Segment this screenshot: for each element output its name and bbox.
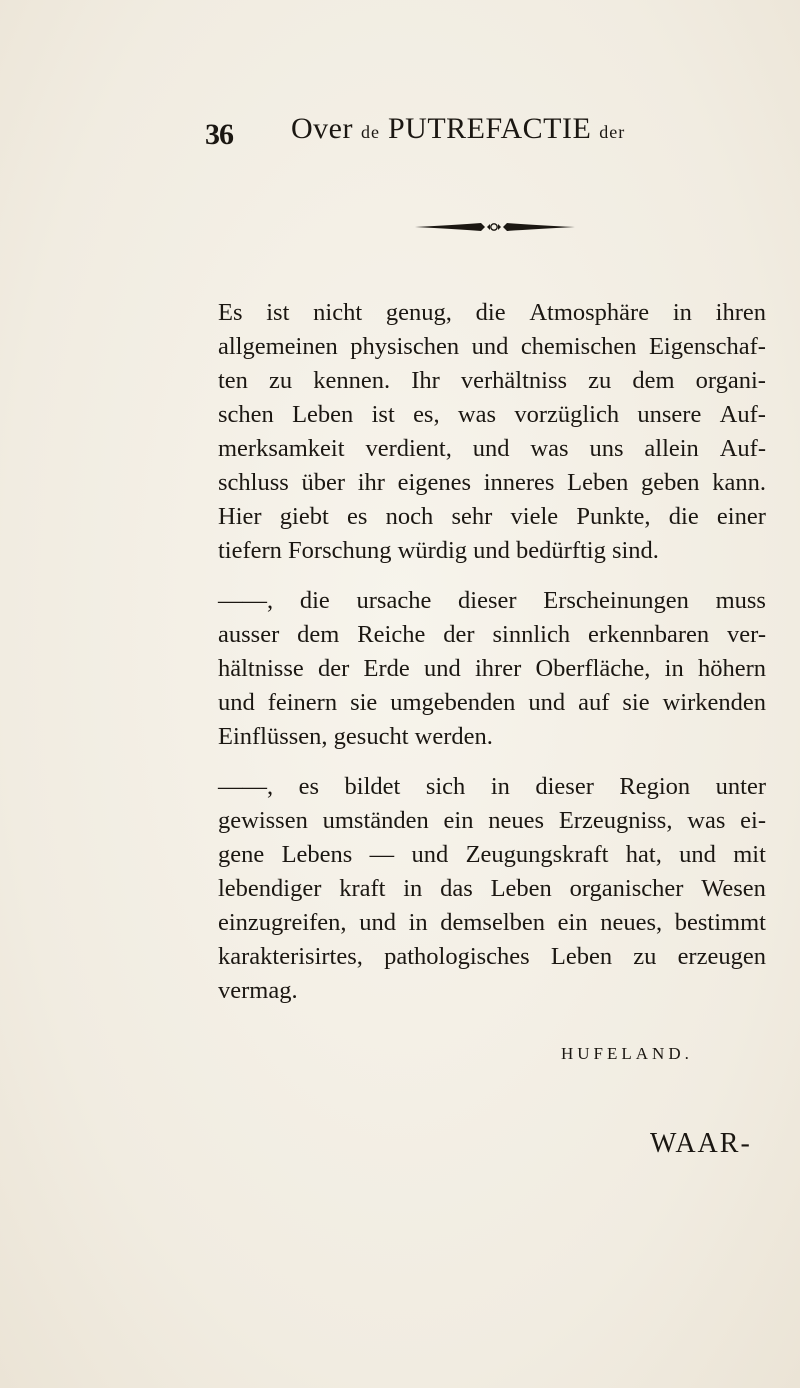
title-suffix: der <box>599 122 626 142</box>
text-line: schen Leben ist es, was vorzüglich unsere Auf- <box>218 401 766 428</box>
paragraph <box>218 770 766 1008</box>
paragraph <box>218 584 766 754</box>
page-number: 36 <box>205 118 233 151</box>
text-line: gewissen umständen ein neues Erzeugniss, was ei- <box>218 807 766 834</box>
text-line: und feinern sie umgebenden und auf sie wirkenden <box>218 689 766 716</box>
title-small: de <box>360 122 380 142</box>
paragraph <box>218 296 766 568</box>
catchword: WAAR- <box>650 1128 752 1159</box>
text-line: ——, die ursache dieser Erscheinungen muss <box>218 587 766 614</box>
text-line: Es ist nicht genug, die Atmosphäre in ihren <box>218 299 766 326</box>
title-main: PUTREFACTIE <box>387 112 592 145</box>
author-signature: HUFELAND. <box>561 1044 693 1063</box>
text-line: schluss über ihr eigenes inneres Leben geben kann. <box>218 469 766 496</box>
text-line: allgemeinen physischen und chemischen Eigenschaf- <box>218 333 766 360</box>
text-line: merksamkeit verdient, und was uns allein Auf- <box>218 435 766 462</box>
title-prefix: Over <box>291 112 353 145</box>
running-title <box>291 112 625 146</box>
ornament-divider-icon <box>415 220 575 234</box>
text-line: Einflüssen, gesucht werden. <box>218 723 493 750</box>
text-line: Hier giebt es noch sehr viele Punkte, die einer <box>218 503 766 530</box>
text-line: lebendiger kraft in das Leben organischer Wesen <box>218 875 766 902</box>
text-line: tiefern Forschung würdig und bedürftig sind. <box>218 537 659 564</box>
text-line: ausser dem Reiche der sinnlich erkennbaren ver- <box>218 621 766 648</box>
text-line: vermag. <box>218 977 298 1004</box>
text-line: ——, es bildet sich in dieser Region unter <box>218 773 766 800</box>
text-line: hältnisse der Erde und ihrer Oberfläche, in höhern <box>218 655 766 682</box>
running-head <box>205 112 725 158</box>
text-line: gene Lebens — und Zeugungskraft hat, und mit <box>218 841 766 868</box>
paragraph-gap <box>218 568 766 584</box>
text-line: einzugreifen, und in demselben ein neues, bestimmt <box>218 909 766 936</box>
text-line: karakterisirtes, pathologisches Leben zu erzeugen <box>218 943 766 970</box>
body-text <box>218 296 766 1008</box>
text-line: ten zu kennen. Ihr verhältniss zu dem organi- <box>218 367 766 394</box>
paragraph-gap <box>218 754 766 770</box>
